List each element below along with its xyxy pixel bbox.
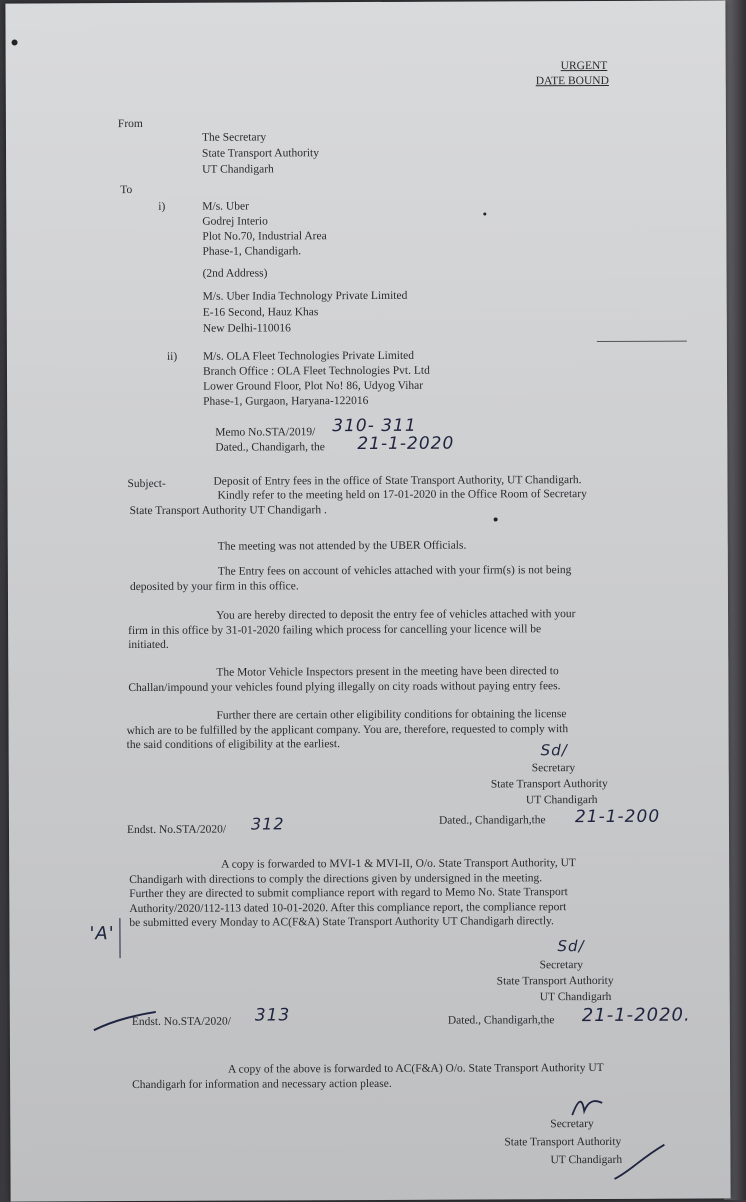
paragraph-3-line-2: deposited by your firm in this office. bbox=[129, 579, 299, 593]
margin-mark-stroke bbox=[119, 918, 120, 958]
recipient-2-number: ii) bbox=[166, 350, 178, 363]
signature-2-org: State Transport Authority bbox=[496, 974, 614, 988]
margin-mark-handwritten: 'A' bbox=[89, 923, 115, 945]
from-line-3: UT Chandigarh bbox=[202, 163, 274, 176]
signature-1-org: State Transport Authority bbox=[490, 777, 608, 791]
copy-2-paragraph bbox=[132, 1061, 692, 1092]
from-line-2: State Transport Authority bbox=[202, 147, 320, 160]
paragraph-6 bbox=[126, 707, 676, 753]
signature-2-place: UT Chandigarh bbox=[539, 990, 612, 1004]
copy-1-line-4: Authority/2020/112-113 dated 10-01-2020. After this compliance report, the compliance report bbox=[129, 900, 567, 915]
recipient-1-line-3: Plot No.70, Industrial Area bbox=[202, 230, 327, 243]
endorsement-2-number-handwritten: 313 bbox=[254, 1005, 291, 1026]
ink-dot bbox=[494, 517, 498, 521]
endorsement-1-dated-label: Dated., Chandigarh,the bbox=[438, 814, 546, 827]
copy-1-paragraph bbox=[129, 856, 689, 931]
endorsement-2-date-handwritten: 21-1-2020. bbox=[581, 1004, 691, 1027]
signature-1-sd: Sd/ bbox=[540, 741, 568, 760]
endorsement-1-date-handwritten: 21-1-200 bbox=[574, 806, 661, 828]
recipient-2-line-2: Branch Office : OLA Fleet Technologies Pvt. Ltd bbox=[202, 364, 430, 378]
copy-1-line-1: A copy is forwarded to MVI-1 & MVI-II, O/o. State Transport Authority, UT bbox=[221, 857, 576, 871]
second-address-line-1: M/s. Uber India Technology Private Limited bbox=[202, 289, 408, 303]
copy-2-line-2: Chandigarh for information and necessary action please. bbox=[132, 1077, 392, 1091]
from-line-1: The Secretary bbox=[201, 131, 267, 144]
signature-2-title: Secretary bbox=[539, 959, 584, 972]
signature-3-scribble bbox=[610, 1141, 670, 1186]
endorsement-2-number-label: Endst. No.STA/2020/ bbox=[131, 1015, 231, 1029]
recipient-1-line-2: Godrej Interio bbox=[202, 215, 268, 228]
second-address-label: (2nd Address) bbox=[202, 267, 268, 280]
endorsement-1-number-handwritten: 312 bbox=[250, 814, 285, 834]
recipient-1-line-4: Phase-1, Chandigarh. bbox=[202, 245, 302, 258]
signature-3-org: State Transport Authority bbox=[504, 1135, 622, 1149]
paragraph-5-line-2: Challan/impound your vehicles found plying illegally on city roads without paying entry fees. bbox=[128, 679, 561, 694]
paragraph-2-line-1: The meeting was not attended by the UBER Officials. bbox=[217, 539, 467, 553]
urgent-label: URGENT bbox=[560, 59, 608, 73]
signature-2-sd: Sd/ bbox=[557, 937, 585, 956]
second-address-line-3: New Delhi-110016 bbox=[202, 322, 291, 335]
memo-number-label: Memo No.STA/2019/ bbox=[215, 426, 316, 439]
signature-3-title: Secretary bbox=[550, 1118, 594, 1131]
paragraph-5-line-1: The Motor Vehicle Inspectors present in the meeting have been directed to bbox=[216, 665, 559, 679]
from-label: From bbox=[117, 117, 143, 131]
signature-1-place: UT Chandigarh bbox=[525, 794, 598, 807]
signature-3-place: UT Chandigarh bbox=[550, 1153, 623, 1167]
paragraph-4-line-3: initiated. bbox=[128, 638, 169, 652]
endorsement-2-dated-label: Dated., Chandigarh,the bbox=[447, 1014, 555, 1027]
stray-line bbox=[597, 341, 687, 342]
paragraph-1 bbox=[130, 487, 670, 518]
paragraph-1-line-2: State Transport Authority UT Chandigarh . bbox=[129, 503, 327, 517]
copy-1-line-2: Chandigarh with directions to comply the directions given by undersigned in the meeting. bbox=[129, 871, 543, 886]
copy-1-line-5: be submitted every Monday to AC(F&A) State Transport Authority UT Chandigarh directly. bbox=[129, 915, 554, 930]
copy-2-line-1: A copy of the above is forwarded to AC(F&A) O/o. State Transport Authority UT bbox=[228, 1061, 604, 1076]
subject-text: Deposit of Entry fees in the office of State Transport Authority, UT Chandigarh. bbox=[213, 474, 582, 488]
ink-dot bbox=[483, 212, 486, 215]
memo-number-handwritten: 310- 311 bbox=[332, 415, 417, 437]
memo-date-handwritten: 21-1-2020 bbox=[357, 433, 455, 455]
subject-label: Subject- bbox=[127, 477, 166, 491]
paragraph-2 bbox=[130, 538, 670, 555]
signature-1-title: Secretary bbox=[531, 762, 576, 775]
paragraph-6-line-2: which are to be fulfilled by the applicant company. You are, therefore, requested to comply with bbox=[126, 722, 569, 737]
paragraph-4 bbox=[128, 607, 673, 653]
endorsement-1-number-label: Endst. No.STA/2020/ bbox=[126, 823, 227, 837]
memo-dated-label: Dated., Chandigarh, the bbox=[215, 441, 325, 454]
paragraph-5 bbox=[128, 664, 673, 695]
paragraph-4-line-2: firm in this office by 31-01-2020 failing which process for cancelling your licence will be bbox=[128, 622, 542, 637]
letter-page bbox=[5, 0, 730, 1201]
copy-1-line-3: Further they are directed to submit compliance report with regard to Memo No. State Transport bbox=[129, 886, 568, 901]
paragraph-6-line-1: Further there are certain other eligibility conditions for obtaining the license bbox=[216, 708, 567, 722]
paragraph-3-line-1: The Entry fees on account of vehicles attached with your firm(s) is not being bbox=[217, 564, 572, 578]
second-address-line-2: E-16 Second, Hauz Khas bbox=[202, 306, 319, 319]
paragraph-6-line-3: the said conditions of eligibility at the earliest. bbox=[126, 738, 340, 752]
paragraph-3 bbox=[130, 563, 670, 594]
paragraph-4-line-1: You are hereby directed to deposit the entry fee of vehicles attached with your bbox=[216, 608, 576, 622]
recipient-1-line-1: M/s. Uber bbox=[202, 200, 249, 213]
recipient-1-number: i) bbox=[158, 200, 166, 213]
recipient-2-line-1: M/s. OLA Fleet Technologies Private Limited bbox=[202, 349, 415, 363]
date-bound-label: DATE BOUND bbox=[535, 74, 609, 88]
recipient-2-line-3: Lower Ground Floor, Plot No! 86, Udyog Vihar bbox=[203, 379, 424, 393]
punch-mark bbox=[12, 40, 18, 46]
recipient-2-line-4: Phase-1, Gurgaon, Haryana-122016 bbox=[203, 394, 369, 408]
paragraph-1-line-1: Kindly refer to the meeting held on 17-01-2020 in the Office Room of Secretary bbox=[217, 488, 587, 502]
to-label: To bbox=[120, 184, 133, 197]
